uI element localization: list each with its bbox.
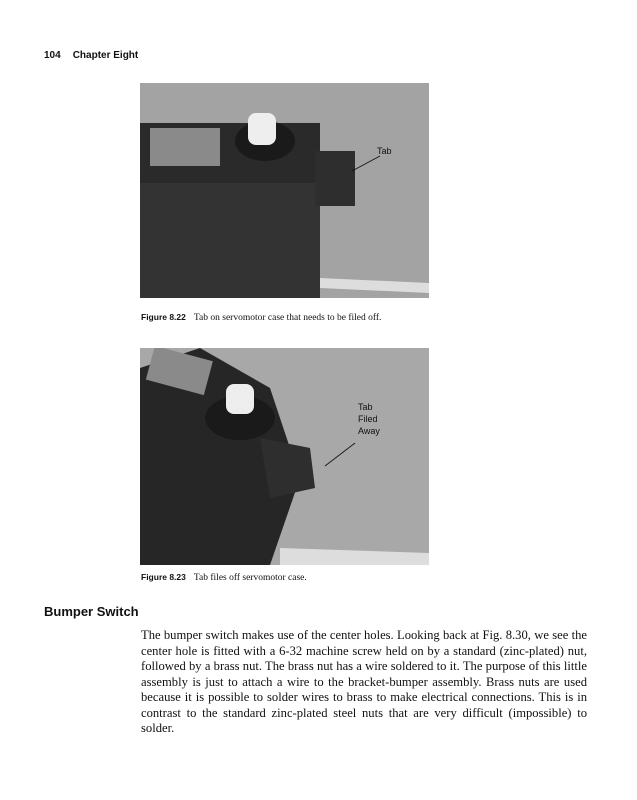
caption-text: Tab on servomotor case that needs to be filed off. [193,313,382,323]
callout-tab: Tab [358,402,373,412]
figure-8-23-photo [140,348,429,565]
section-heading: Bumper Switch [44,604,139,619]
callout-away: Away [358,426,380,436]
callout-tab: Tab [377,146,392,156]
running-header [44,50,150,61]
page-number: 104 [44,50,61,61]
callout-filed: Filed [358,414,378,424]
figure-number: Figure 8.23 [141,572,186,582]
figure-8-22-photo [140,83,429,298]
figure-8-22-caption [141,312,381,323]
body-paragraph: The bumper switch makes use of the center holes. Looking back at Fig. 8.30, we see the center hole is fitted with a 6-32 machine screw held on by a standard (zinc-plated) nut, followed by a brass nut. The brass nut has a wire soldered to it. The purpose of this little assembly is just to attach a wire to the bracket-bumper assembly. Brass nuts are used because it is possible to solder wires to brass to make electrical connections. This is in contrast to the standard zinc-plated steel nuts that are very difficult (impossible) to solder. [141,628,587,735]
caption-text: Tab files off servomotor case. [193,573,307,583]
figure-8-23-caption [141,572,307,583]
figure-number: Figure 8.22 [141,312,186,322]
chapter-title: Chapter Eight [72,50,139,61]
